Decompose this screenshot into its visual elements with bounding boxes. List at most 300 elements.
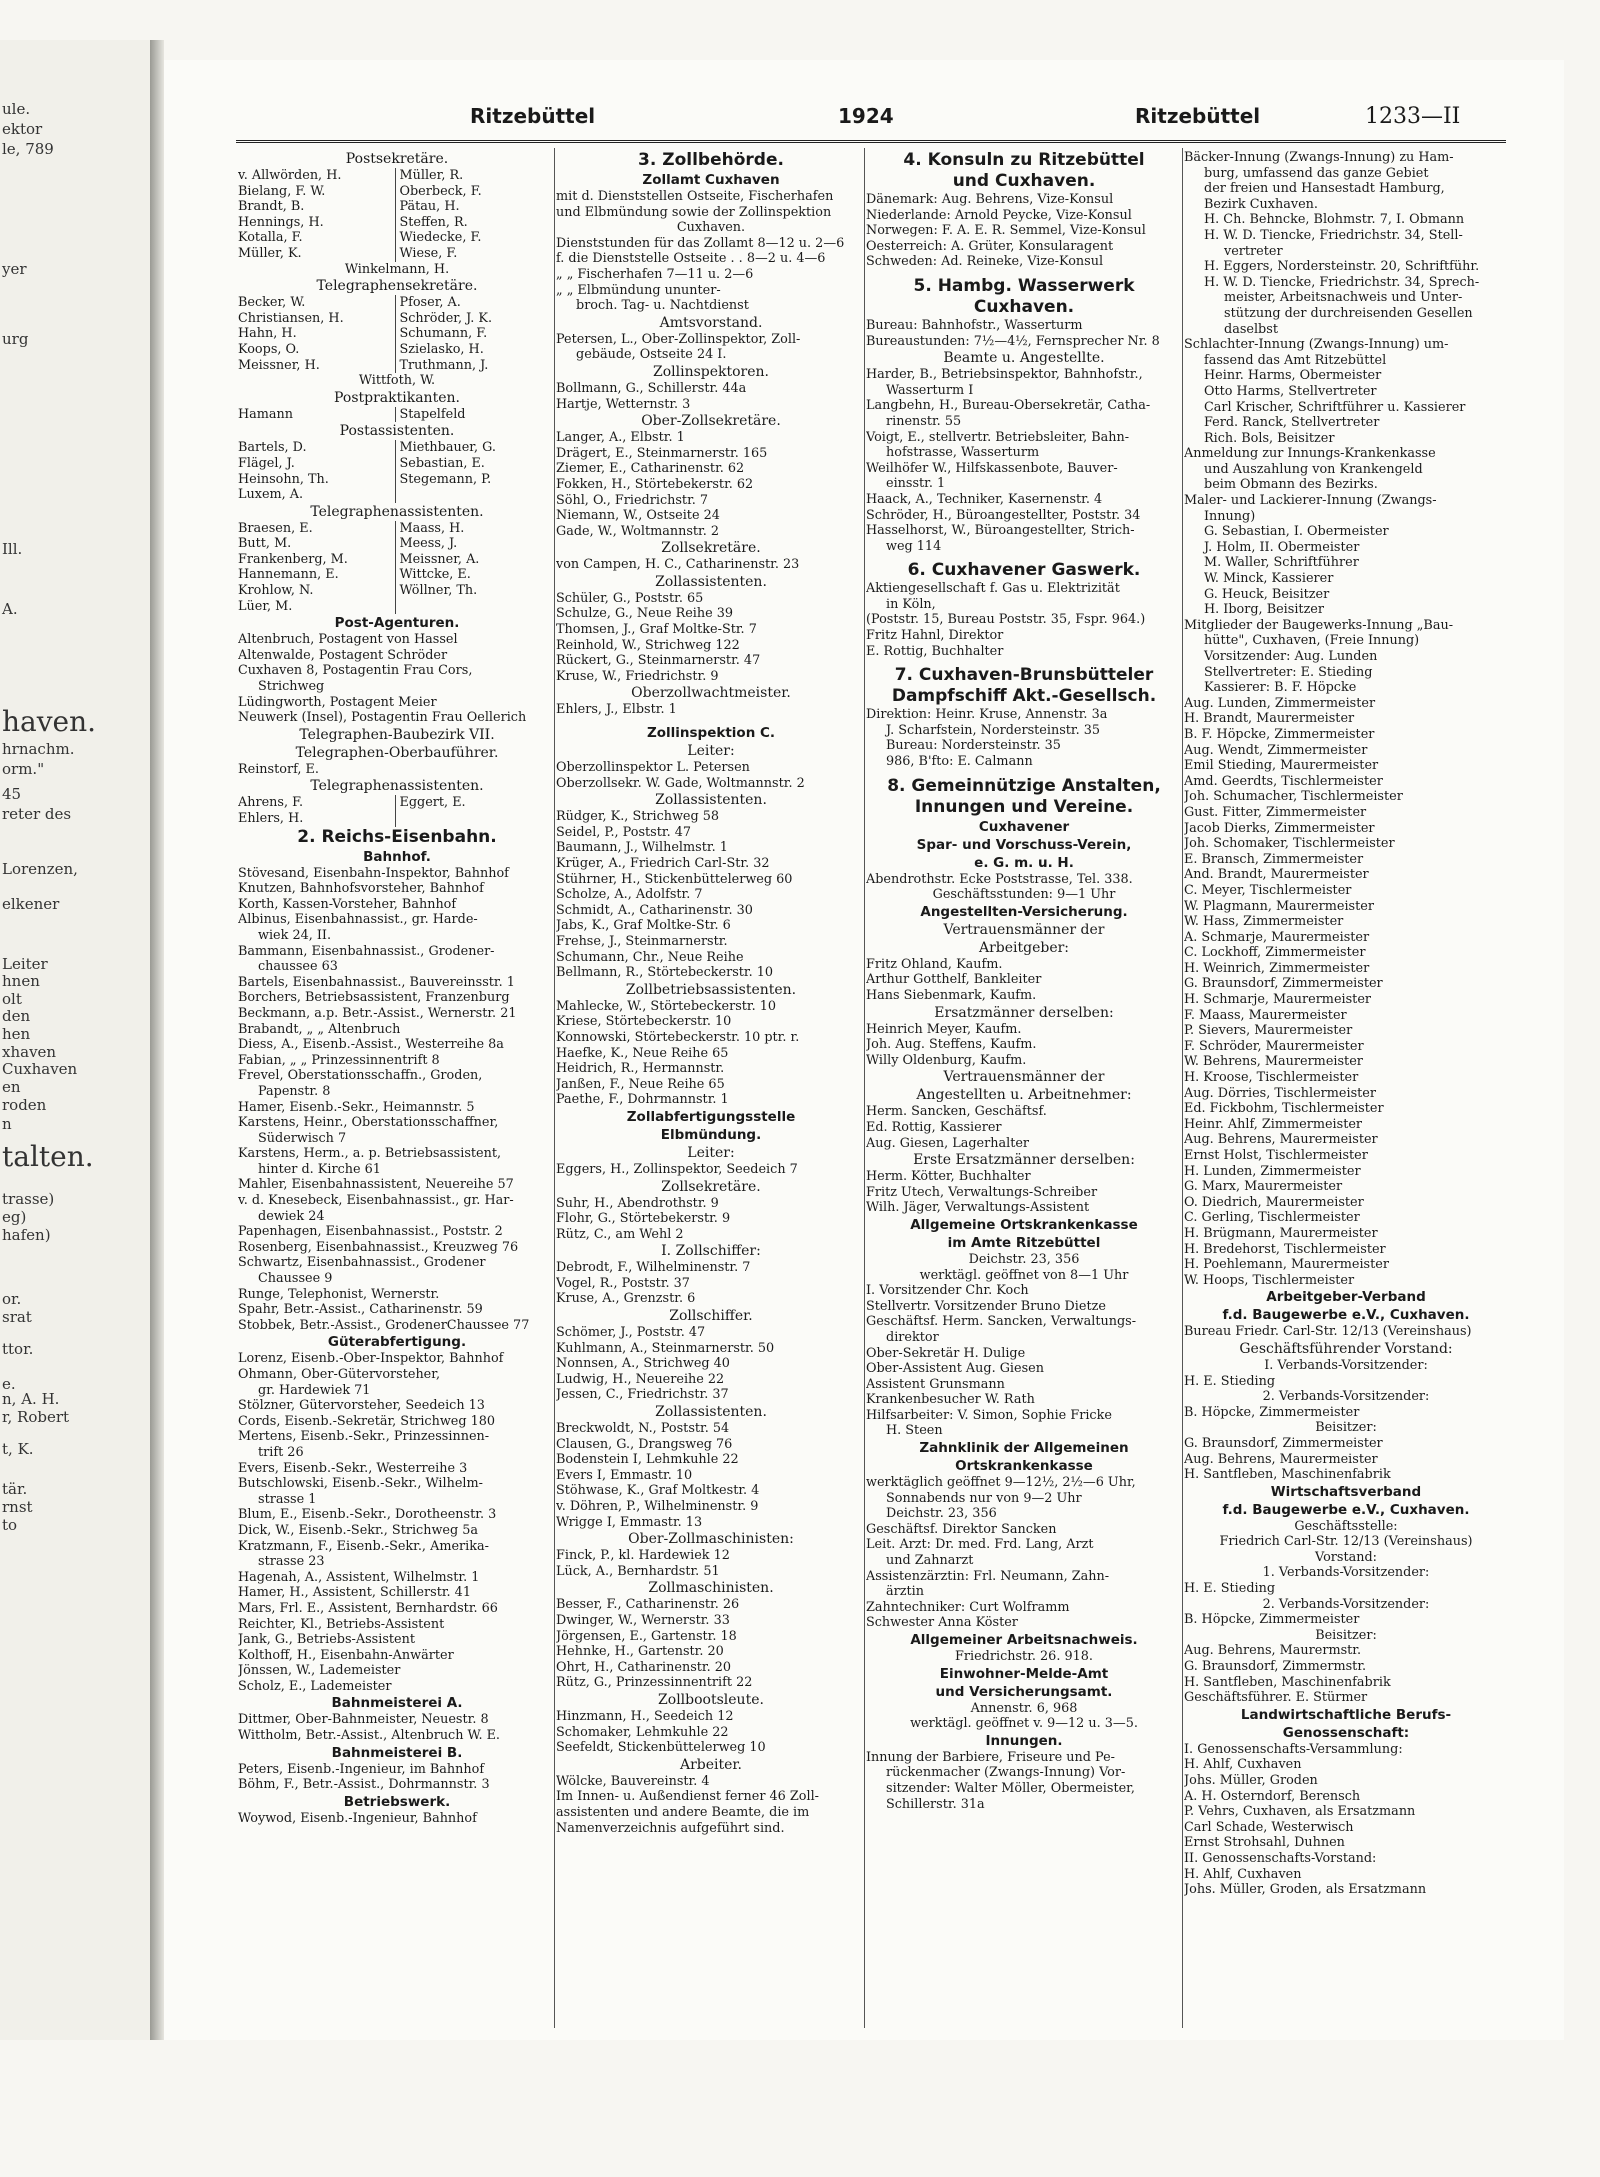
pair-name: Hahn, H. (238, 326, 297, 342)
subheading: Vertrauensmänner der (943, 921, 1105, 938)
bold-subheading: Angestellten-Versicherung. (920, 903, 1128, 920)
bold-subheading: Cuxhavener (978, 818, 1070, 835)
entry-continuation: strasse 23 (258, 1554, 325, 1570)
entry-continuation: weg 114 (886, 538, 942, 554)
entry-line: Mahler, Eisenbahnassistent, Neuereihe 57 (238, 1177, 514, 1193)
entry-continuation: wiek 24, II. (258, 927, 332, 943)
entry-continuation: H. Steen (886, 1423, 943, 1439)
entry-line: v. Döhren, P., Wilhelminenstr. 9 (556, 1499, 759, 1514)
name-pair-row (238, 487, 556, 503)
entry-continuation: Ferd. Ranck, Stellvertreter (1204, 415, 1380, 431)
entry-line: Seidel, P., Poststr. 47 (556, 824, 691, 840)
entry-line: Altenbruch, Postagent von Hassel (238, 632, 458, 648)
entry-line: Beckmann, a.p. Betr.-Assist., Wernerstr. 21 (238, 1005, 517, 1021)
entry-line: H. Brügmann, Maurermeister (1184, 1225, 1378, 1241)
subheading: Zollassistenten. (655, 1404, 767, 1421)
pair-name: Meissner, H. (238, 357, 320, 373)
entry-line: Wittholm, Betr.-Assist., Altenbruch W. E. (238, 1728, 500, 1744)
entry-line: Besser, F., Catharinenstr. 26 (556, 1597, 740, 1613)
entry-continuation: direktor (886, 1329, 939, 1345)
entry-line: H. Ahlf, Cuxhaven (1184, 1757, 1302, 1773)
entry-line: Gade, W., Woltmannstr. 2 (556, 523, 720, 539)
margin-fragment: A. (2, 600, 18, 618)
entry-line: Suhr, H., Abendrothstr. 9 (556, 1195, 719, 1211)
entry-continuation: der freien und Hansestadt Hamburg, (1204, 181, 1445, 197)
entry-line: Fokken, H., Störtebekerstr. 62 (556, 476, 754, 492)
entry-continuation: Carl Krischer, Schriftführer u. Kassierer (1204, 399, 1466, 415)
entry-line: Joh. Aug. Steffens, Kaufm. (866, 1037, 1037, 1053)
entry-line: und Elbmündung sowie der Zollinspektion (556, 204, 832, 220)
entry-line: Butschlowski, Eisenb.-Sekr., Wilhelm- (238, 1476, 483, 1492)
margin-fragment: ule. (2, 100, 31, 118)
entry-line: Bureaustunden: 7½—4½, Fernsprecher Nr. 8 (866, 333, 1160, 349)
subheading: Vertrauensmänner der (943, 1069, 1105, 1086)
section-heading: 6. Cuxhavener Gaswerk. (907, 560, 1141, 581)
entry-continuation: und Zahnarzt (886, 1553, 974, 1569)
entry-line: Söhl, O., Friedrichstr. 7 (556, 492, 709, 508)
header-rule (236, 140, 1506, 143)
centered-line: Annenstr. 6, 968 (970, 1700, 1078, 1716)
name-pair-row (238, 599, 556, 615)
entry-line: Niederlande: Arnold Peycke, Vize-Konsul (866, 207, 1132, 223)
centered-line: Wittfoth, W. (358, 373, 436, 389)
entry-line: Cuxhaven 8, Postagentin Frau Cors, (238, 663, 473, 679)
entry-line: H. Lunden, Zimmermeister (1184, 1163, 1361, 1179)
entry-line: Hamer, H., Assistent, Schillerstr. 41 (238, 1585, 471, 1601)
centered-line: werktägl. geöffnet v. 9—12 u. 3—5. (910, 1716, 1138, 1732)
entry-line: Joh. Schomaker, Tischlermeister (1184, 836, 1395, 852)
entry-continuation: H. Eggers, Nordersteinstr. 20, Schriftführ. (1204, 259, 1480, 275)
bold-subheading: Allgemeine Ortskrankenkasse (910, 1216, 1138, 1233)
entry-line: Drägert, E., Steinmarnerstr. 165 (556, 445, 768, 461)
entry-line: Diess, A., Eisenb.-Assist., Westerreihe 8a (238, 1037, 504, 1053)
entry-line: H. Bredehorst, Tischlermeister (1184, 1241, 1386, 1257)
entry-line: Ober-Sekretär H. Dulige (866, 1345, 1026, 1361)
entry-line: Aug. Behrens, Maurermstr. (1184, 1643, 1362, 1659)
pair-name: v. Allwörden, H. (238, 168, 342, 183)
entry-line: Seefeldt, Stickenbüttelerweg 10 (556, 1740, 766, 1756)
entry-line: B. Höpcke, Zimmermeister (1184, 1404, 1360, 1420)
pair-name: Bielang, F. W. (238, 183, 326, 199)
bold-subheading: Zollamt Cuxhaven (642, 172, 780, 188)
margin-fragment: to (2, 1516, 18, 1534)
bold-subheading: f.d. Baugewerbe e.V., Cuxhaven. (1222, 1307, 1470, 1324)
entry-continuation: vertreter (1224, 243, 1283, 259)
pair-name: Koops, O. (238, 341, 300, 357)
entry-line: Woywod, Eisenb.-Ingenieur, Bahnhof (238, 1810, 477, 1826)
entry-line: Direktion: Heinr. Kruse, Annenstr. 3a (866, 707, 1108, 723)
entry-line: Geschäftsf. Herm. Sancken, Verwaltungs- (866, 1314, 1137, 1330)
subheading: Telegraphensekretäre. (316, 278, 478, 295)
entry-line: Fritz Ohland, Kaufm. (866, 956, 1003, 972)
entry-line: E. Bransch, Zimmermeister (1184, 851, 1364, 867)
entry-line: Wölcke, Bauvereinstr. 4 (556, 1773, 710, 1789)
name-pair-row (238, 215, 556, 231)
entry-line: Korth, Kassen-Vorsteher, Bahnhof (238, 896, 457, 912)
entry-line: II. Genossenschafts-Vorstand: (1184, 1850, 1377, 1866)
pair-name: Stapelfeld (395, 407, 557, 423)
entry-line: B. F. Höpcke, Zimmermeister (1184, 726, 1375, 742)
entry-line: Abendrothstr. Ecke Poststrasse, Tel. 338. (866, 871, 1133, 887)
section-heading: Innungen und Vereine. (914, 796, 1134, 817)
entry-line: Flohr, G., Störtebekerstr. 9 (556, 1211, 731, 1227)
section-heading: 5. Hambg. Wasserwerk (913, 275, 1135, 296)
name-pair-row (238, 230, 556, 246)
entry-line: Lüdingworth, Postagent Meier (238, 694, 437, 710)
entry-continuation: Otto Harms, Stellvertreter (1204, 383, 1377, 399)
entry-line: Jank, G., Betriebs-Assistent (238, 1632, 415, 1648)
running-head-year: 1924 (838, 104, 894, 128)
entry-continuation: broch. Tag- u. Nachtdienst (576, 298, 749, 314)
section-heading: Cuxhaven. (973, 296, 1075, 317)
book-gutter (150, 40, 164, 2040)
margin-fragment: roden (2, 1096, 47, 1114)
entry-continuation: Bureau: Nordersteinstr. 35 (886, 738, 1061, 754)
entry-continuation: Papenstr. 8 (258, 1083, 331, 1099)
entry-line: f. die Dienststelle Ostseite . . 8—2 u. 4—6 (556, 251, 826, 267)
centered-line: Friedrich Carl-Str. 12/13 (Vereinshaus) (1219, 1534, 1473, 1550)
entry-line: Karstens, Herm., a. p. Betriebsassistent, (238, 1146, 502, 1162)
entry-continuation: Chaussee 9 (258, 1271, 333, 1287)
entry-line: Kriese, Störtebeckerstr. 10 (556, 1014, 732, 1030)
margin-fragment: ttor. (2, 1340, 34, 1358)
subheading: Beamte u. Angestellte. (943, 350, 1105, 367)
entry-line: Aug. Dörries, Tischlermeister (1184, 1085, 1376, 1101)
bold-subheading: Innungen. (985, 1732, 1063, 1749)
entry-continuation: G. Sebastian, I. Obermeister (1204, 524, 1389, 540)
pair-name: Hamann (238, 406, 294, 422)
entry-line: Geschäftsf. Direktor Sancken (866, 1521, 1057, 1537)
bold-subheading: Bahnmeisterei B. (331, 1744, 463, 1761)
entry-line: Jacob Dierks, Zimmermeister (1184, 820, 1375, 836)
entry-line: Rückert, G., Steinmarnerstr. 47 (556, 653, 761, 669)
margin-fragment: yer (2, 260, 27, 278)
margin-fragment: t, K. (2, 1440, 34, 1458)
entry-line: Schmidt, A., Catharinenstr. 30 (556, 902, 753, 918)
entry-line: Mars, Frl. E., Assistent, Bernhardstr. 66 (238, 1600, 498, 1616)
entry-line: P. Sievers, Maurermeister (1184, 1023, 1353, 1039)
entry-continuation: Süderwisch 7 (258, 1130, 347, 1146)
entry-line: Blum, E., Eisenb.-Sekr., Dorotheenstr. 3 (238, 1507, 497, 1523)
entry-line: C. Lockhoff, Zimmermeister (1184, 945, 1366, 961)
margin-fragment: ektor (2, 120, 43, 138)
subheading: Zollbetriebsassistenten. (625, 981, 797, 998)
pair-name: Butt, M. (238, 536, 292, 552)
entry-continuation: sitzender: Walter Möller, Obermeister, (886, 1780, 1135, 1796)
entry-line: Debrodt, F., Wilhelminenstr. 7 (556, 1260, 751, 1276)
entry-line: E. Rottig, Buchhalter (866, 643, 1004, 659)
subheading: Angestellten u. Arbeitnehmer: (916, 1087, 1132, 1104)
entry-line: Hans Siebenmark, Kaufm. (866, 988, 1037, 1003)
entry-line: Hehnke, H., Gartenstr. 20 (556, 1644, 724, 1660)
entry-line: Petersen, L., Ober-Zollinspektor, Zoll- (556, 331, 801, 347)
name-pair-row (238, 472, 556, 488)
entry-continuation: gr. Hardewiek 71 (258, 1382, 371, 1398)
name-pair-row (238, 440, 556, 456)
entry-line: werktäglich geöffnet 9—12½, 2½—6 Uhr, (866, 1475, 1136, 1491)
name-pair-row (238, 326, 556, 342)
entry-line: H. E. Stieding (1184, 1373, 1276, 1389)
page-number: 1233—II (1365, 104, 1461, 129)
entry-line: Jabs, K., Graf Moltke-Str. 6 (556, 918, 731, 934)
bold-subheading: Ortskrankenkasse (955, 1458, 1093, 1475)
margin-fragment: trasse) (2, 1190, 55, 1208)
entry-continuation: Bezirk Cuxhaven. (1204, 196, 1318, 212)
entry-line: Hinzmann, H., Seedeich 12 (556, 1708, 734, 1724)
entry-line: Hartje, Wetternstr. 3 (556, 396, 691, 412)
entry-line: Niemann, W., Ostseite 24 (556, 508, 720, 524)
name-pair-row (238, 295, 556, 311)
entry-line: Aug. Wendt, Zimmermeister (1184, 742, 1368, 758)
name-pair-row (238, 246, 556, 262)
entry-line: Jönssen, W., Lademeister (238, 1663, 401, 1679)
centered-line: Vorstand: (1315, 1549, 1377, 1565)
name-pair-row (238, 311, 556, 327)
name-pair-row (238, 583, 556, 599)
entry-continuation: beim Obmann des Bezirks. (1204, 477, 1378, 493)
entry-continuation: ärztin (886, 1584, 924, 1600)
entry-line: Norwegen: F. A. E. R. Semmel, Vize-Konsul (866, 223, 1146, 239)
pair-name: Hennings, H. (238, 214, 324, 230)
entry-continuation: H. W. D. Tiencke, Friedrichstr. 34, Stell- (1204, 227, 1463, 243)
bold-subheading: Spar- und Vorschuss-Verein, (916, 836, 1132, 853)
entry-continuation: hütte", Cuxhaven, (Freie Innung) (1204, 633, 1420, 649)
entry-line: Carl Schade, Westerwisch (1184, 1819, 1354, 1835)
entry-line: Ed. Rottig, Kassierer (866, 1119, 1002, 1135)
entry-line: Ohrt, H., Catharinenstr. 20 (556, 1659, 732, 1675)
pair-name: Stegemann, P. (395, 472, 557, 488)
name-pair-row (238, 358, 556, 374)
margin-fragment: r, Robert (2, 1408, 70, 1426)
margin-fragment: le, 789 (2, 140, 54, 158)
entry-line: G. Braunsdorf, Zimmermeister (1184, 976, 1383, 992)
entry-line: Herm. Kötter, Buchhalter (866, 1169, 1031, 1185)
entry-line: A. H. Osterndorf, Berensch (1184, 1788, 1361, 1804)
margin-fragment: olt (2, 990, 22, 1008)
entry-line: Bellmann, R., Störtebeckerstr. 10 (556, 965, 774, 981)
entry-line: Stellvertr. Vorsitzender Bruno Dietze (866, 1298, 1106, 1314)
pair-name: Pfoser, A. (395, 295, 557, 311)
subheading: Zollbootsleute. (658, 1691, 764, 1708)
entry-line: Joh. Schumacher, Tischlermeister (1184, 789, 1403, 805)
entry-line: Frevel, Oberstationsschaffn., Groden, (238, 1068, 483, 1084)
name-pair-row (238, 521, 556, 537)
entry-line: Heinr. Ahlf, Zimmermeister (1184, 1116, 1363, 1132)
entry-line: Rüdger, K., Strichweg 58 (556, 809, 720, 825)
entry-continuation: stützung der durchreisenden Gesellen (1224, 305, 1473, 321)
entry-continuation: chaussee 63 (258, 959, 338, 975)
entry-line: Johs. Müller, Groden, als Ersatzmann (1184, 1882, 1427, 1898)
entry-line: Karstens, Heinr., Oberstationsschaffner, (238, 1115, 499, 1131)
margin-fragment: talten. (2, 1140, 94, 1173)
bold-subheading: e. G. m. u. H. (974, 854, 1074, 871)
entry-continuation: Sonnabends nur von 9—2 Uhr (886, 1490, 1082, 1506)
margin-fragment: Ill. (2, 540, 23, 558)
name-pair-row (238, 184, 556, 200)
entry-line: H. Brandt, Maurermeister (1184, 711, 1355, 727)
name-pair-row (238, 199, 556, 215)
name-pair-row (238, 795, 556, 811)
column-4 (1184, 150, 1508, 1898)
pair-name: Maass, H. (395, 521, 557, 537)
entry-line: Haefke, K., Neue Reihe 65 (556, 1045, 729, 1061)
entry-line: Schwartz, Eisenbahnassist., Grodener (238, 1255, 486, 1271)
name-pair-row (238, 342, 556, 358)
entry-line: Bodenstein I, Lehmkuhle 22 (556, 1452, 739, 1468)
entry-line: I. Vorsitzender Chr. Koch (866, 1283, 1029, 1299)
entry-line: Aug. Giesen, Lagerhalter (866, 1135, 1030, 1151)
entry-line: Jörgensen, E., Gartenstr. 18 (556, 1628, 737, 1644)
entry-line: Evers I, Emmastr. 10 (556, 1467, 693, 1483)
entry-line: Assistent Grunsmann (866, 1376, 1005, 1392)
column-1 (238, 150, 556, 1826)
entry-line: Mahlecke, W., Störtebeckerstr. 10 (556, 998, 777, 1014)
bold-subheading: Arbeitgeber-Verband (1266, 1289, 1426, 1306)
entry-line: Wrigge I, Emmastr. 13 (556, 1514, 703, 1530)
entry-line: Herm. Sancken, Geschäftsf. (866, 1104, 1047, 1120)
entry-line: W. Hoops, Tischlermeister (1184, 1272, 1355, 1288)
entry-continuation: rückenmacher (Zwangs-Innung) Vor- (886, 1765, 1126, 1781)
entry-continuation: G. Heuck, Beisitzer (1204, 586, 1330, 602)
pair-name: Wöllner, Th. (395, 583, 557, 599)
entry-continuation: dewiek 24 (258, 1208, 325, 1224)
entry-line: Brabandt, „ „ Altenbruch (238, 1021, 401, 1037)
entry-line: Lorenz, Eisenb.-Ober-Inspektor, Bahnhof (238, 1351, 504, 1367)
subheading: Postsekretäre. (345, 151, 449, 167)
entry-line: Bartels, Eisenbahnassist., Bauvereinsstr. 1 (238, 974, 515, 990)
entry-line: F. Schröder, Maurermeister (1184, 1038, 1364, 1054)
entry-line: Heinrich Meyer, Kaufm. (866, 1021, 1022, 1037)
entry-line: Stövesand, Eisenbahn-Inspektor, Bahnhof (238, 865, 509, 881)
margin-fragment: reter des (2, 805, 72, 823)
centered-line: 1. Verbands-Vorsitzender: (1262, 1565, 1430, 1581)
entry-line: Dick, W., Eisenb.-Sekr., Strichweg 5a (238, 1522, 479, 1538)
section-heading: 7. Cuxhaven-Brunsbütteler (894, 665, 1154, 686)
entry-continuation: und Auszahlung von Krankengeld (1204, 461, 1423, 477)
entry-continuation: W. Minck, Kassierer (1204, 571, 1334, 587)
entry-line: F. Maass, Maurermeister (1184, 1007, 1347, 1023)
entry-line: Aug. Behrens, Maurermeister (1184, 1132, 1378, 1148)
entry-line: Thomsen, J., Graf Moltke-Str. 7 (556, 622, 757, 638)
subheading: Zollinspektoren. (652, 363, 770, 380)
centered-line: Winkelmann, H. (344, 261, 450, 277)
entry-continuation: rinenstr. 55 (886, 413, 962, 429)
entry-line: Peters, Eisenb.-Ingenieur, im Bahnhof (238, 1761, 485, 1777)
margin-fragment: den (2, 1007, 31, 1025)
entry-line: O. Diedrich, Maurermeister (1184, 1194, 1364, 1210)
entry-line: Im Innen- u. Außendienst ferner 46 Zoll- (556, 1789, 819, 1805)
subheading: Ober-Zollmaschinisten: (628, 1531, 794, 1548)
pair-name: Frankenberg, M. (238, 551, 348, 567)
margin-fragment: hafen) (2, 1226, 51, 1244)
entry-line: Kratzmann, F., Eisenb.-Sekr., Amerika- (238, 1538, 489, 1554)
entry-line: Ober-Assistent Aug. Giesen (866, 1361, 1044, 1377)
entry-line: Papenhagen, Eisenbahnassist., Poststr. 2 (238, 1224, 503, 1240)
pair-name (395, 811, 557, 827)
entry-line: Amd. Geerdts, Tischlermeister (1184, 773, 1383, 789)
margin-fragment: xhaven (2, 1043, 57, 1061)
margin-fragment: n, A. H. (2, 1390, 60, 1408)
entry-line: Janßen, F., Neue Reihe 65 (556, 1076, 725, 1092)
entry-line: H. Santfleben, Maschinenfabrik (1184, 1674, 1391, 1690)
margin-fragment: hen (2, 1025, 31, 1043)
entry-continuation: Vorsitzender: Aug. Lunden (1204, 649, 1378, 664)
entry-line: Knutzen, Bahnhofsvorsteher, Bahnhof (238, 881, 484, 897)
entry-line: Bammann, Eisenbahnassist., Grodener- (238, 943, 495, 959)
section-heading: 8. Gemeinnützige Anstalten, (887, 775, 1161, 796)
entry-line: Krüger, A., Friedrich Carl-Str. 32 (556, 856, 770, 871)
entry-line: Hilfsarbeiter: V. Simon, Sophie Fricke (866, 1407, 1112, 1423)
entry-line: Ed. Fickbohm, Tischlermeister (1184, 1101, 1384, 1117)
bold-subheading: f.d. Baugewerbe e.V., Cuxhaven. (1222, 1501, 1470, 1518)
pair-name: Miethbauer, G. (395, 440, 557, 456)
entry-line: Fabian, „ „ Prinzessinnentrift 8 (238, 1052, 440, 1068)
name-pair-row (238, 536, 556, 552)
entry-line: Schröder, H., Büroangestellter, Poststr. 34 (866, 507, 1141, 523)
entry-continuation: 986, B'fto: E. Calmann (886, 754, 1033, 770)
centered-line: Beisitzer: (1315, 1627, 1377, 1643)
centered-line: 2. Verbands-Vorsitzender: (1262, 1596, 1430, 1612)
entry-line: Assistenzärztin: Frl. Neumann, Zahn- (866, 1568, 1110, 1584)
entry-line: Anmeldung zur Innungs-Krankenkasse (1184, 446, 1436, 462)
entry-line: Böhm, F., Betr.-Assist., Dohrmannstr. 3 (238, 1777, 490, 1793)
bold-subheading: im Amte Ritzebüttel (947, 1234, 1101, 1251)
entry-continuation: H. W. D. Tiencke, Friedrichstr. 34, Sprech- (1204, 274, 1480, 290)
entry-line: Reinstorf, E. (238, 761, 319, 777)
entry-line: Ehlers, J., Elbstr. 1 (556, 702, 677, 718)
subheading: Zollsekretäre. (661, 540, 761, 557)
entry-continuation: gebäude, Ostseite 24 I. (576, 347, 727, 363)
pair-name: Hannemann, E. (238, 567, 339, 583)
entry-line: Voigt, E., stellvertr. Betriebsleiter, Bahn- (866, 429, 1130, 445)
entry-line: W. Plagmann, Maurermeister (1184, 898, 1374, 914)
entry-line: Willy Oldenburg, Kaufm. (866, 1052, 1027, 1068)
margin-fragment: haven. (2, 705, 97, 738)
entry-line: G. Marx, Maurermeister (1184, 1179, 1343, 1195)
subheading: Oberzollwachtmeister. (631, 685, 791, 702)
entry-line: mit d. Dienststellen Ostseite, Fischerhafen (556, 189, 834, 204)
entry-line: H. Weinrich, Zimmermeister (1184, 960, 1370, 976)
subheading: Zollsekretäre. (661, 1178, 761, 1195)
pair-name: Szielasko, H. (395, 342, 557, 358)
pair-name: Eggert, E. (395, 795, 557, 811)
entry-line: Haack, A., Techniker, Kasernenstr. 4 (866, 491, 1103, 507)
entry-line: Hamer, Eisenb.-Sekr., Heimannstr. 5 (238, 1099, 475, 1115)
entry-continuation: Schillerstr. 31a (886, 1796, 985, 1812)
entry-line: Fritz Hahnl, Direktor (866, 628, 1004, 644)
entry-line: Rütz, G., Prinzessinnentrift 22 (556, 1675, 753, 1691)
section-heading: Dampfschiff Akt.-Gesellsch. (891, 686, 1157, 707)
entry-line: Albinus, Eisenbahnassist., gr. Harde- (238, 912, 478, 928)
entry-line: Ziemer, E., Catharinenstr. 62 (556, 461, 745, 477)
entry-continuation: Stellvertreter: E. Stieding (1204, 664, 1373, 680)
entry-line: Ludwig, H., Neuereihe 22 (556, 1371, 725, 1387)
entry-continuation: H. Ch. Behncke, Blohmstr. 7, I. Obmann (1204, 212, 1465, 228)
subheading: Arbeiter. (679, 1756, 743, 1773)
pair-name: Heinsohn, Th. (238, 471, 329, 487)
entry-line: Kruse, W., Friedrichstr. 9 (556, 668, 719, 684)
subheading: I. Zollschiffer: (661, 1243, 761, 1260)
pair-name: Wittcke, E. (395, 567, 557, 583)
entry-line: Spahr, Betr.-Assist., Catharinenstr. 59 (238, 1302, 483, 1318)
entry-line: Langer, A., Elbstr. 1 (556, 430, 685, 446)
bold-subheading: Genossenschaft: (1282, 1724, 1410, 1741)
entry-line: Schweden: Ad. Reineke, Vize-Konsul (866, 254, 1104, 270)
entry-continuation: Innung) (1204, 508, 1256, 524)
bold-subheading: Zollabfertigungsstelle (626, 1108, 796, 1125)
entry-line: C. Meyer, Tischlermeister (1184, 882, 1352, 898)
margin-fragment: e. (2, 1375, 16, 1393)
